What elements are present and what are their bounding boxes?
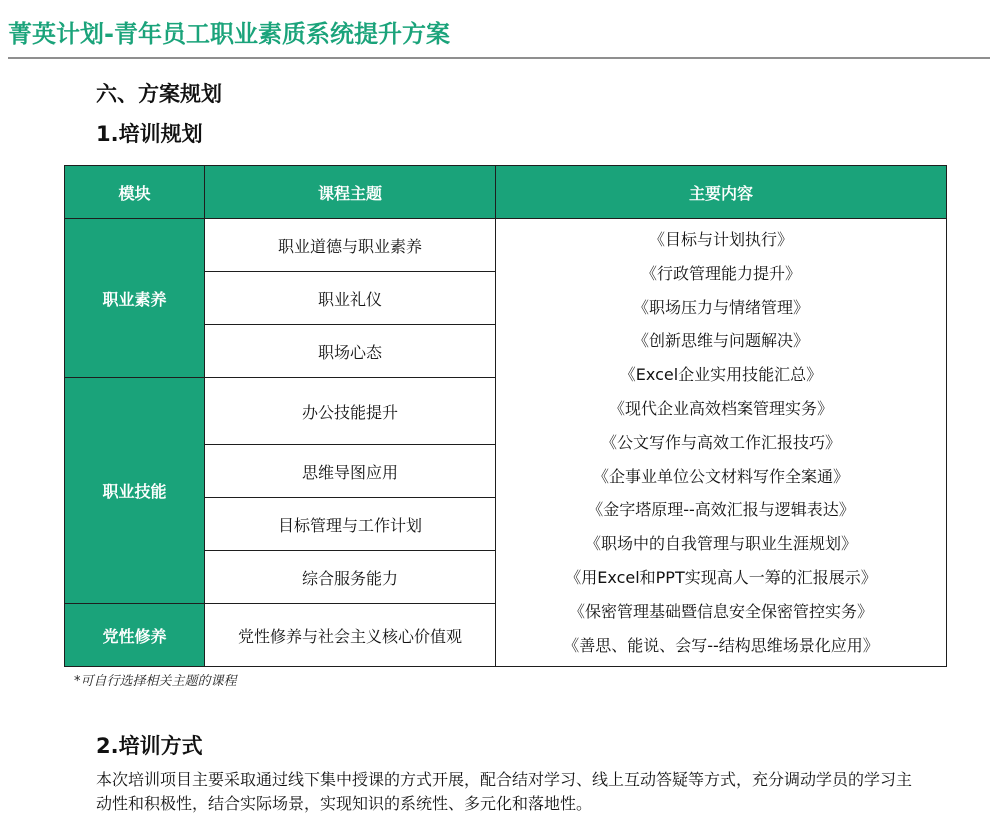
header-module: 模块 xyxy=(65,166,205,219)
header-main-content: 主要内容 xyxy=(496,166,947,219)
table-footnote: *可自行选择相关主题的课程 xyxy=(74,674,237,689)
main-content-cell xyxy=(496,219,947,667)
header-course-topic: 课程主题 xyxy=(205,166,496,219)
content-item: 《Excel企业实用技能汇总》 xyxy=(619,365,823,385)
course-cell: 目标管理与工作计划 xyxy=(205,498,496,551)
module-cell: 职业技能 xyxy=(65,378,205,604)
document-title: 菁英计划-青年员工职业素质系统提升方案 xyxy=(8,20,450,48)
content-item: 《职场压力与情绪管理》 xyxy=(632,297,809,317)
content-item: 《善思、能说、会写--结构思维场景化应用》 xyxy=(563,635,879,655)
module-cell: 职业素养 xyxy=(65,219,205,378)
course-cell: 职业礼仪 xyxy=(205,272,496,325)
section-heading: 六、方案规划 xyxy=(96,82,222,106)
course-cell: 职业道德与职业素养 xyxy=(205,219,496,272)
table-row xyxy=(65,219,947,272)
content-item: 《现代企业高效档案管理实务》 xyxy=(608,398,833,418)
content-item: 《行政管理能力提升》 xyxy=(640,263,801,283)
content-item: 《创新思维与问题解决》 xyxy=(632,331,809,351)
header-divider xyxy=(8,57,990,59)
subsection-heading-training-plan: 1.培训规划 xyxy=(96,122,203,146)
content-item: 《保密管理基础暨信息安全保密管控实务》 xyxy=(568,601,873,621)
course-cell: 办公技能提升 xyxy=(205,378,496,445)
content-item: 《金字塔原理--高效汇报与逻辑表达》 xyxy=(587,500,855,520)
course-cell: 党性修养与社会主义核心价值观 xyxy=(205,604,496,667)
course-cell: 思维导图应用 xyxy=(205,445,496,498)
module-cell: 党性修养 xyxy=(65,604,205,667)
subsection-heading-training-method: 2.培训方式 xyxy=(96,734,203,758)
training-method-paragraph: 本次培训项目主要采取通过线下集中授课的方式开展，配合结对学习、线上互动答疑等方式，充分调动学员的学习主动性和积极性，结合实际场景，实现知识的系统性、多元化和落地性。 xyxy=(96,770,913,813)
course-cell: 综合服务能力 xyxy=(205,551,496,604)
course-cell: 职场心态 xyxy=(205,325,496,378)
content-item: 《公文写作与高效工作汇报技巧》 xyxy=(600,432,841,452)
content-item: 《用Excel和PPT实现高人一筹的汇报展示》 xyxy=(565,567,877,587)
content-item: 《职场中的自我管理与职业生涯规划》 xyxy=(584,534,857,554)
training-plan-table xyxy=(64,165,947,667)
table-header-row xyxy=(65,166,947,219)
content-item: 《企事业单位公文材料写作全案通》 xyxy=(592,466,849,486)
content-item: 《目标与计划执行》 xyxy=(648,230,793,249)
